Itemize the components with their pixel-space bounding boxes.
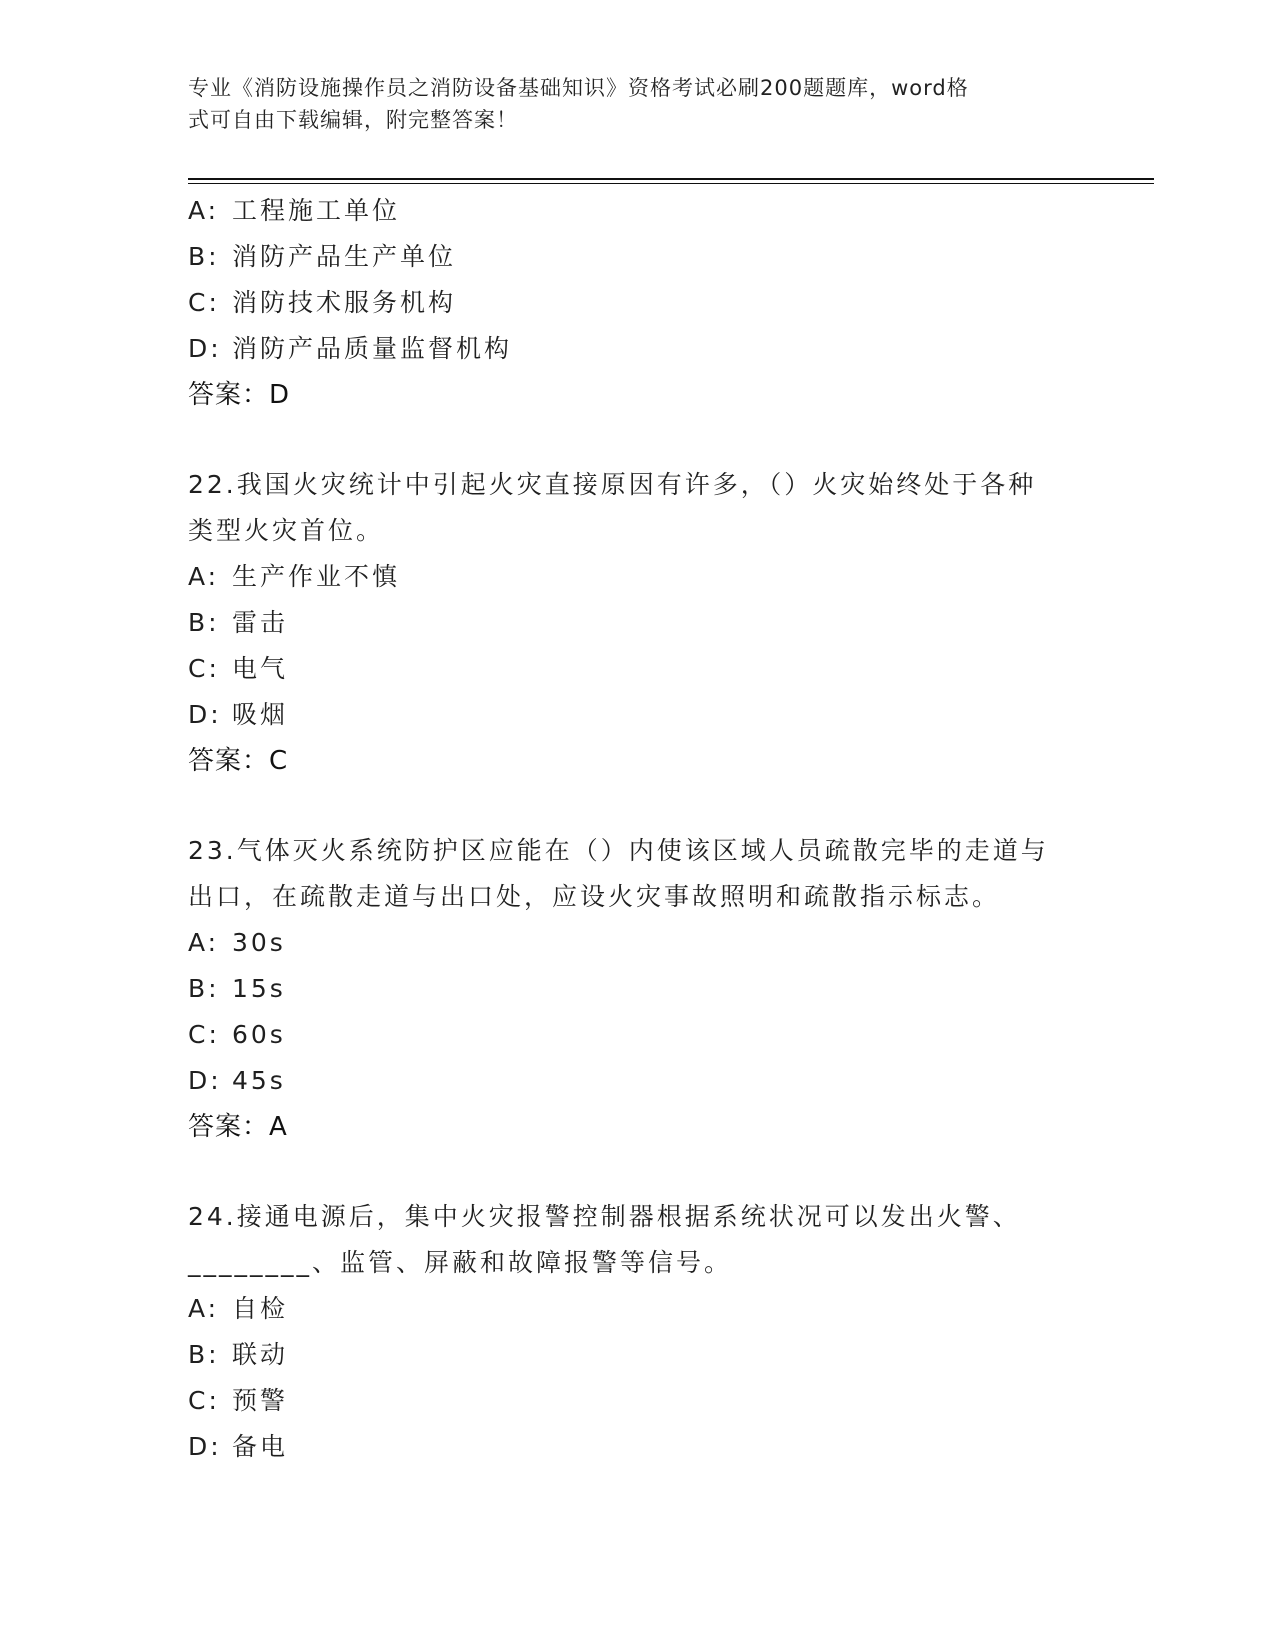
answer-line: 答案：D [188, 380, 291, 410]
option-key: B: [188, 1340, 220, 1369]
option-d [188, 326, 1088, 372]
option-text: 自检 [232, 1294, 289, 1323]
option-text: 15s [232, 974, 286, 1003]
option-text: 消防产品质量监督机构 [232, 334, 513, 363]
option-b [188, 234, 1088, 280]
option-key: A: [188, 928, 220, 957]
option-text: 消防产品生产单位 [232, 242, 457, 271]
question-stem-line-2: 类型火灾首位。 [188, 516, 385, 545]
option-text: 雷击 [232, 608, 289, 637]
option-key: B: [188, 608, 220, 637]
option-key: B: [188, 242, 220, 271]
header-line-1: 专业《消防设施操作员之消防设备基础知识》资格考试必刷200题题库，word格 [188, 76, 969, 100]
option-text: 工程施工单位 [232, 196, 401, 225]
option-d [188, 692, 1088, 738]
option-text: 备电 [232, 1432, 289, 1461]
option-key: A: [188, 1294, 220, 1323]
option-text: 吸烟 [232, 700, 289, 729]
option-text: 联动 [232, 1340, 289, 1369]
option-b [188, 966, 1088, 1012]
option-c [188, 1012, 1088, 1058]
option-c [188, 646, 1088, 692]
spacer [188, 1150, 1088, 1194]
option-b [188, 1332, 1088, 1378]
question-stem-line-1: 22.我国火灾统计中引起火灾直接原因有许多，（）火灾始终处于各种 [188, 470, 1037, 499]
option-b [188, 600, 1088, 646]
spacer [188, 784, 1088, 828]
option-text: 预警 [232, 1386, 289, 1415]
answer-line: 答案：A [188, 1112, 288, 1142]
option-key: D: [188, 700, 222, 729]
question-21 [188, 188, 1088, 418]
option-text: 60s [232, 1020, 286, 1049]
option-key: C: [188, 288, 220, 317]
option-key: A: [188, 196, 220, 225]
option-d [188, 1058, 1088, 1104]
spacer [188, 418, 1088, 462]
option-c [188, 1378, 1088, 1424]
option-key: D: [188, 1066, 222, 1095]
option-a [188, 554, 1088, 600]
option-text: 45s [232, 1066, 286, 1095]
option-text: 30s [232, 928, 286, 957]
option-d [188, 1424, 1088, 1470]
question-list [188, 188, 1088, 1470]
header-line-2: 式可自由下载编辑，附完整答案！ [188, 108, 518, 132]
question-23 [188, 828, 1088, 1150]
document-header [188, 72, 1078, 136]
option-text: 生产作业不慎 [232, 562, 401, 591]
question-stem-line-1: 23.气体灭火系统防护区应能在（）内使该区域人员疏散完毕的走道与 [188, 836, 1049, 865]
question-22 [188, 462, 1088, 784]
question-stem-line-1: 24.接通电源后，集中火灾报警控制器根据系统状况可以发出火警、 [188, 1202, 1021, 1231]
option-key: A: [188, 562, 220, 591]
header-rule-thick [188, 178, 1154, 180]
question-stem-line-2: ________、监管、屏蔽和故障报警等信号。 [188, 1248, 733, 1277]
option-key: D: [188, 334, 222, 363]
option-a [188, 920, 1088, 966]
option-a [188, 188, 1088, 234]
header-rule-thin [188, 183, 1154, 184]
option-a [188, 1286, 1088, 1332]
option-key: C: [188, 1020, 220, 1049]
question-24 [188, 1194, 1088, 1470]
option-key: C: [188, 654, 220, 683]
option-c [188, 280, 1088, 326]
answer-line: 答案：C [188, 746, 289, 776]
option-key: D: [188, 1432, 222, 1461]
question-stem-line-2: 出口，在疏散走道与出口处，应设火灾事故照明和疏散指示标志。 [188, 882, 1001, 911]
option-key: B: [188, 974, 220, 1003]
option-key: C: [188, 1386, 220, 1415]
option-text: 电气 [232, 654, 289, 683]
option-text: 消防技术服务机构 [232, 288, 457, 317]
